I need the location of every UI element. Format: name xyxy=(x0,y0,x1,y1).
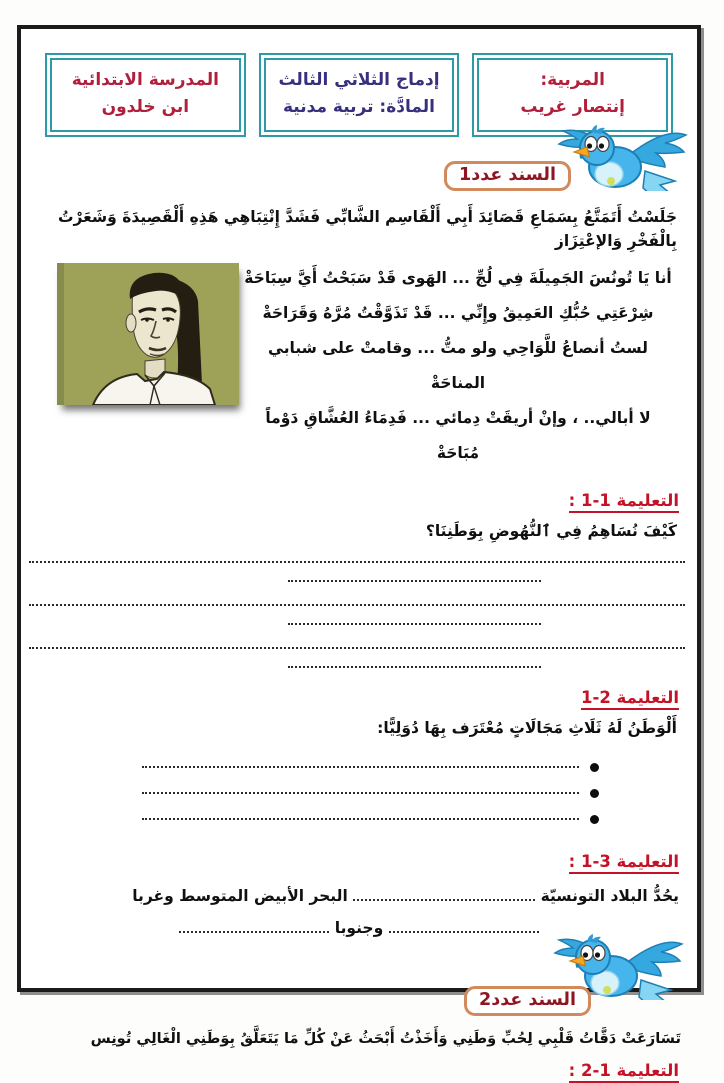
instruction2-title: التعليمة 2-1 xyxy=(39,688,679,710)
bullet-item xyxy=(35,780,599,806)
sanad1-band xyxy=(35,137,683,203)
page-frame xyxy=(17,25,701,1081)
teacher-name: إنتصار غريب xyxy=(520,97,625,118)
poem-line: لا أبالي.. ، وإنْ أريقَتْ دِمائي ... فَدِمَاءُ العُشَّاقِ دَوْماً مُبَاحَةْ xyxy=(265,409,651,463)
answer-lines-block xyxy=(35,561,681,668)
bullet-dot-icon xyxy=(590,789,599,798)
answer-line xyxy=(288,623,541,625)
term-label: إدماج الثلاثي الثالث xyxy=(278,70,440,90)
answer-line xyxy=(29,647,685,649)
answer-line xyxy=(29,561,685,563)
fill-end-text: البحر الأبيض المتوسط وغربا xyxy=(132,887,348,906)
sanad1-intro: جَلَسْتُ أَتَمَتَّعُ بِسَمَاعِ قَصَائِدَ أَبِي أَلْقَاسِم الشَّابِّي فَشَدَّ إِنْتِبَاهِي هَذِهِ أَلْقَصِيدَةَ وَشَعَرْتُ بِالْفَخْرِ وَالإعْتِزَاز xyxy=(57,208,677,251)
school-label: المدرسة الابتدائية xyxy=(71,70,219,90)
school-name: ابن خلدون xyxy=(101,97,190,118)
sanad2-band xyxy=(35,950,683,1024)
answer-line xyxy=(288,580,541,582)
answer-line xyxy=(142,818,579,820)
bird-icon xyxy=(553,125,693,191)
poem-section xyxy=(35,259,683,471)
instruction2-statement: أَلْوَطَنُ لَهُ ثَلَاثِ مَجَالَاتٍ مُعْتَرَف بِهَا دُوَلِيًّا: xyxy=(377,719,677,738)
header-cell-teacher xyxy=(477,58,668,132)
answer-line xyxy=(29,604,685,606)
instruction1-question: كَيْفَ نُسَاهِمُ فِي ٱلنُّهُوضِ بِوَطَنِنَا؟ xyxy=(425,522,677,541)
answer-line xyxy=(142,766,579,768)
poet-portrait-image xyxy=(57,263,239,405)
poem-block xyxy=(239,259,683,471)
bullet-item xyxy=(35,754,599,780)
fill-blank xyxy=(179,928,329,933)
bullet-list xyxy=(35,754,683,832)
sanad2-intro: تَسَارَعَتْ دَقَّاتُ قَلْبِي لِحُبِّ وَطَنِي وَأَخَذْتُ أَبْحَثُ عَنْ كُلِّ مَا يَتَعَلَّقُ بِوَطَنِي الْغَالِي تُونِس xyxy=(90,1030,681,1048)
teacher-label: المربية: xyxy=(540,70,605,90)
poem-line: شِرْعَتِي حُبُّكِ العَمِيقُ وإِنِّي ... قَدْ تَذَوَّقْتُ مُرَّهُ وَقَرَاحَةْ xyxy=(262,304,654,323)
answer-line xyxy=(142,792,579,794)
fill-middle-text: وجنوبا xyxy=(334,919,384,938)
fill-blank xyxy=(353,896,535,901)
subject-label: المادَّة: تربية مدنية xyxy=(283,97,435,118)
header-cell-school xyxy=(50,58,241,132)
poet-portrait xyxy=(57,263,239,405)
poem-line: أنا يَا تُونُسَ الجَمِيلَةَ فِي لُجِّ ... الهَوى قَدْ سَبَحْتُ أَيَّ سِبَاحَةْ xyxy=(244,269,672,288)
poem-line: لستُ أنصاعُ للَّوَاحِي ولو متُّ ... وقامتْ على شبابي المناحَةْ xyxy=(268,339,648,393)
sanad2-badge: السند عدد2 xyxy=(464,986,591,1016)
bullet-item xyxy=(35,806,599,832)
header-cell-subject xyxy=(264,58,455,132)
fill-blank xyxy=(389,928,539,933)
page-content xyxy=(21,29,697,1081)
answer-line xyxy=(288,666,541,668)
fill-start-text: يحُدُّ البلاد التونسيّة xyxy=(540,887,679,906)
instruction4-title: التعليمة 1-2 : xyxy=(39,1061,679,1083)
instruction1-title: التعليمة 1-1 : xyxy=(39,491,679,513)
bullet-dot-icon xyxy=(590,815,599,824)
instruction3-title: التعليمة 3-1 : xyxy=(39,852,679,874)
bullet-dot-icon xyxy=(590,763,599,772)
fill-line-1 xyxy=(39,884,679,908)
sanad1-badge: السند عدد1 xyxy=(444,161,571,191)
